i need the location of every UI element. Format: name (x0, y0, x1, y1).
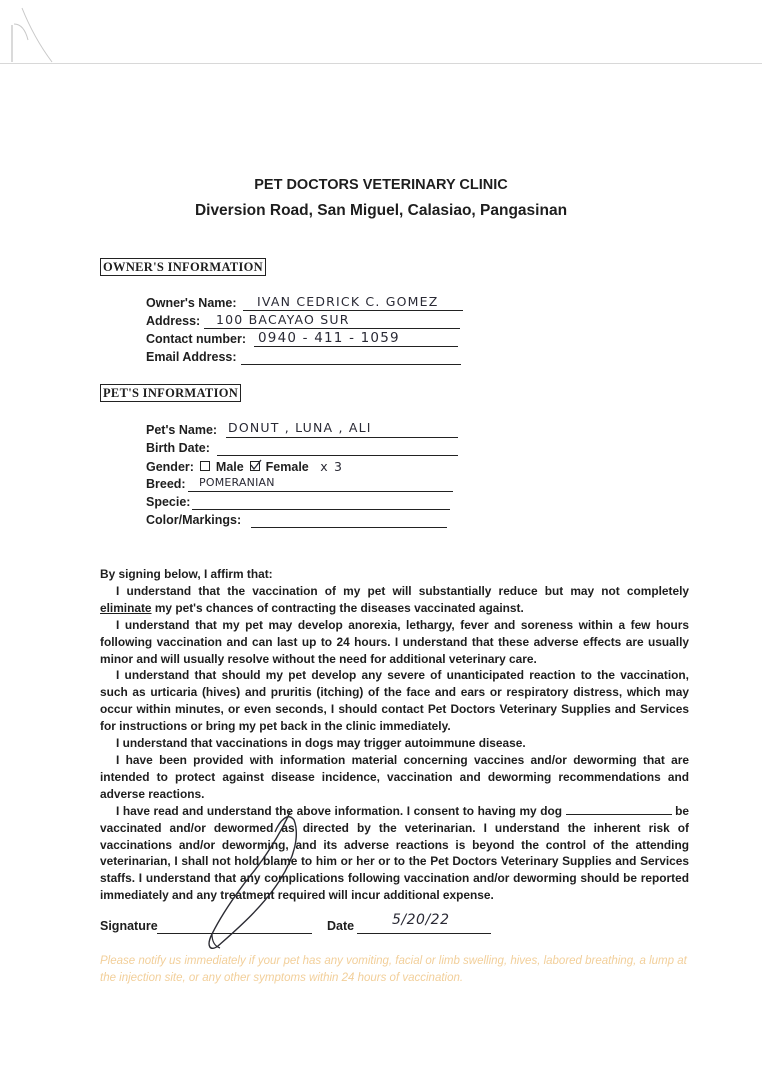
pet-name-label: Pet's Name: (146, 423, 218, 437)
consent-intro: By signing below, I affirm that: (100, 567, 273, 581)
clinic-address: Diversion Road, San Miguel, Calasiao, Pangasinan (194, 202, 568, 219)
breed-label: Breed: (146, 477, 186, 491)
male-option-label: Male (215, 460, 244, 474)
pet-name-value[interactable]: DONUT , LUNA , ALI (228, 420, 372, 435)
date-label: Date (327, 919, 355, 933)
owner-name-value[interactable]: IVAN CEDRICK C. GOMEZ (257, 294, 439, 309)
breed-value[interactable]: POMERANIAN (199, 476, 275, 489)
gender-count-note: x 3 (320, 459, 344, 474)
consent-paragraph-5: I have been provided with information material concerning vaccines and/or deworming that are intended to protect against disease incidence, vaccination and deworming recommendations and adverse reactions. (100, 752, 689, 801)
clinic-name: PET DOCTORS VETERINARY CLINIC (254, 177, 508, 193)
pet-section-heading: PET'S INFORMATION (100, 384, 241, 402)
birth-date-label: Birth Date: (146, 441, 210, 455)
contact-value[interactable]: 0940 - 411 - 1059 (258, 330, 400, 346)
owner-name-label: Owner's Name: (146, 296, 237, 310)
consent-paragraph-1: I understand that the vaccination of my pet will substantially reduce but may not completely eliminate my pet's chances of contracting the diseases vaccinated against. (100, 583, 689, 615)
email-label: Email Address: (146, 350, 237, 364)
gender-label: Gender: (146, 460, 194, 474)
signature-label: Signature (100, 919, 158, 933)
address-value[interactable]: 100 BACAYAO SUR (216, 312, 350, 327)
color-markings-label: Color/Markings: (146, 513, 242, 527)
consent-paragraph-6: I have read and understand the above information. I consent to having my dog be vaccinated and/or dewormed as directed by the veterinarian. I understand the inherent risk of vaccinations and/or deworming, and its adverse reactions is beyond the control of the attending veterinarian, I shall not hold blame to him or her or to the Pet Doctors Veterinary Supplies and Services staffs. I understand that any complications following vaccination and/or deworming should be reported immediately and any treatment required will incur additional expense. (100, 803, 689, 903)
consent-paragraph-4: I understand that vaccinations in dogs may trigger autoimmune disease. (116, 736, 526, 751)
address-label: Address: (146, 314, 201, 328)
specie-label: Specie: (146, 495, 191, 509)
contact-label: Contact number: (146, 332, 246, 346)
owner-section-heading: OWNER'S INFORMATION (100, 258, 266, 276)
post-vaccination-notice: Please notify us immediately if your pet has any vomiting, facial or limb swelling, hives, labored breathing, a lump at the injection site, or any other symptoms within 24 hours of vaccination. (100, 955, 687, 984)
date-value[interactable]: 5/20/22 (392, 912, 450, 928)
female-option-label: Female (265, 460, 309, 474)
consent-paragraph-3: I understand that should my pet develop any severe of unanticipated reaction to the vaccination, such as urticaria (hives) and pruritis (itching) of the face and ears or respiratory distress, which may occur within minutes, or even seconds, I should contact Pet Doctors Veterinary Supplies and Services for instructions or bring my pet back in the clinic immediately. (100, 668, 689, 734)
consent-paragraph-2: I understand that my pet may develop anorexia, lethargy, fever and soreness within a few hours following vaccination and can last up to 24 hours. I understand that these adverse effects are usually minor and will usually resolve without the need for additional veterinary care. (100, 617, 689, 666)
